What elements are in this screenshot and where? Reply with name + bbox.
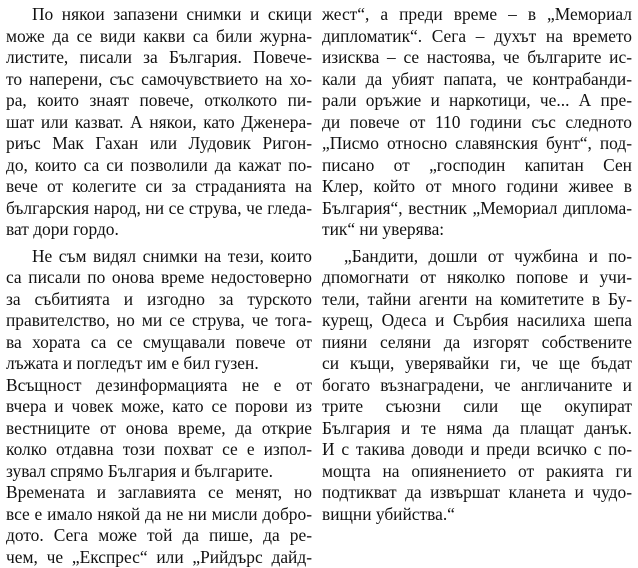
text-line: лъжата и погледът им е бил гузен. (6, 353, 312, 375)
text-line: писано от „господин капитан Сен (322, 155, 632, 177)
text-line: до, които са си позволили да кажат по- (6, 155, 312, 177)
text-line: то наперени, със самочувствието на хо- (6, 69, 312, 91)
text-line: правителство, но ми се струва, че тога- (6, 310, 312, 332)
text-line: все е имало някой да не ни мисли добро- (6, 504, 312, 526)
text-line: Не съм видял снимки на тези, които (6, 246, 312, 268)
left-text-column (6, 4, 312, 568)
quote-line: „Бандити, дошли от чужбина и по- (322, 246, 632, 268)
text-line: вчера и човек може, като се порови из (6, 396, 312, 418)
quote-line: вищни убийства.“ (322, 504, 632, 526)
text-line: Клер, който от много години живее в (322, 176, 632, 198)
text-line: риъс Мак Гахан или Лудовик Ригон- (6, 133, 312, 155)
text-line: кали да убият папата, че контрабанди- (322, 69, 632, 91)
quote-line: пияни селяни да изгорят собствените (322, 332, 632, 354)
text-line: шат или казват. А някои, като Дженера- (6, 112, 312, 134)
text-line: По някои запазени снимки и скици (6, 4, 312, 26)
text-line: за събитията и изгодно за турското (6, 289, 312, 311)
text-line: България“, вестник „Мемориал диплома- (322, 198, 632, 220)
text-line: листите, писали за България. Повече- (6, 47, 312, 69)
text-line: Всъщност дезинформацията не е от (6, 375, 312, 397)
quote-line: България и те няма да плащат данък. (322, 418, 632, 440)
text-line: ра, които знаят повече, отколкото пи- (6, 90, 312, 112)
text-line: дото. Сега може той да пише, да ре- (6, 525, 312, 547)
text-line: ди повече от 110 години със следното (322, 112, 632, 134)
text-line: изисква – се настоява, че българите ис- (322, 47, 632, 69)
text-line: рали оръжие и наркотици, че... А пре- (322, 90, 632, 112)
text-line: колко отдавна този похват се е изпол- (6, 439, 312, 461)
text-line: дипломатик“. Сега – духът на времето (322, 26, 632, 48)
text-line: българския народ, ни се струва, че гледа- (6, 198, 312, 220)
text-line: Времената и заглавията се менят, но (6, 482, 312, 504)
right-text-column (322, 4, 632, 525)
quote-line: тели, тайни агенти на комитетите в Бу- (322, 289, 632, 311)
text-line: ва хората са се смущавали повече от (6, 332, 312, 354)
text-line: чем, че „Експрес“ или „Рийдърс дайд- (6, 547, 312, 568)
text-line: „Писмо относно славянския бунт“, под- (322, 133, 632, 155)
text-line: вестниците от онова време, да открие (6, 418, 312, 440)
text-line: ват дори гордо. (6, 219, 312, 241)
quote-line: трите съюзни сили ще окупират (322, 396, 632, 418)
quote-line: подтикват да извършат кланета и чудо- (322, 482, 632, 504)
quote-line: И с такива доводи и преди всичко с по- (322, 439, 632, 461)
text-line: тик“ ни уверява: (322, 219, 632, 241)
quote-line: богато възнаградени, че англичаните и (322, 375, 632, 397)
text-line: жест“, а преди време – в „Мемориал (322, 4, 632, 26)
quote-line: дпомогнати от няколко попове и учи- (322, 267, 632, 289)
text-line: вече от колегите си за страданията на (6, 176, 312, 198)
quote-line: си къщи, уверявайки ги, че ще бъдат (322, 353, 632, 375)
quote-line: курещ, Одеса и Сърбия насилиха шепа (322, 310, 632, 332)
text-line: са писали по онова време недостоверно (6, 267, 312, 289)
text-line: може да се види какви са били журна- (6, 26, 312, 48)
quote-line: мощта на опиянението от ракията ги (322, 461, 632, 483)
text-line: зувал спрямо България и българите. (6, 461, 312, 483)
